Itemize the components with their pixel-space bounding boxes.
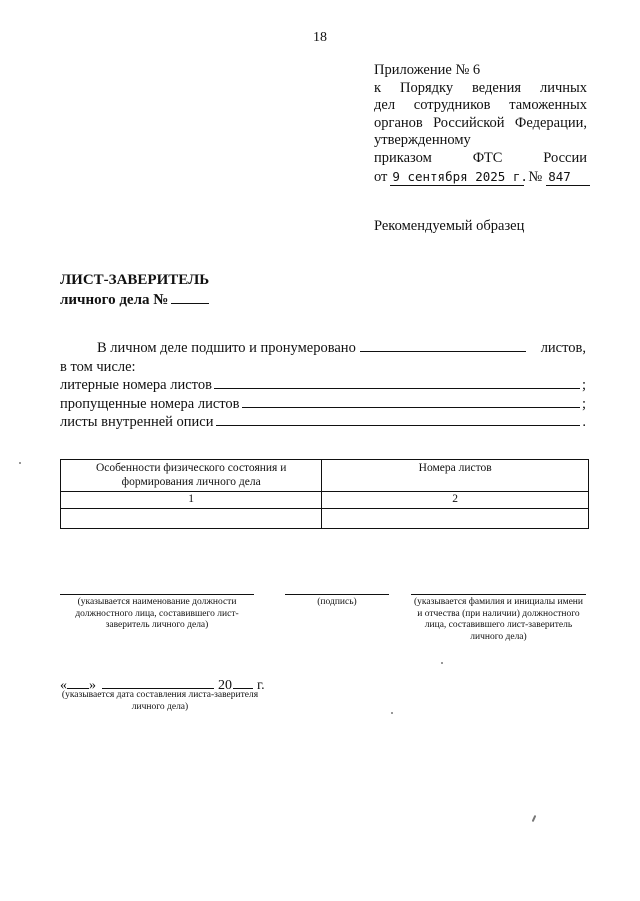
title-line-2 (60, 290, 209, 310)
order-number-label: № (528, 168, 543, 185)
sheets-count-text: В личном деле подшито и пронумеровано (97, 340, 356, 356)
position-signature-field: (указывается наименование должности должностного лица, составившего лист-заверитель личного дела) (60, 594, 254, 632)
title-line-2-text: личного дела № (60, 292, 169, 308)
header-features: Особенности физического состояния и формирования личного дела (61, 460, 322, 492)
year-suffix: г. (257, 678, 265, 693)
date-caption: (указывается дата составления листа-заверителя личного дела) (61, 690, 259, 712)
appendix-line-6: приказом ФТС России (374, 149, 587, 166)
table-cell-empty (322, 509, 589, 529)
skipped-numbers-row (60, 395, 586, 414)
appendix-line-4: органов Российской Федерации, (374, 114, 587, 131)
certification-body (60, 339, 586, 432)
inventory-sheets-blank (216, 413, 581, 426)
appendix-number: Приложение № 6 (374, 62, 481, 78)
inventory-sheets-end: . (582, 414, 586, 431)
skipped-numbers-blank (242, 395, 580, 408)
case-number-blank (171, 290, 209, 304)
including-row (60, 358, 586, 377)
table-cell-empty (61, 509, 322, 529)
scan-speck (391, 712, 393, 714)
scan-speck (441, 662, 443, 664)
date-close-quote: » (89, 678, 96, 693)
literal-numbers-blank (214, 376, 580, 389)
document-title (60, 270, 209, 310)
appendix-header (374, 62, 587, 186)
sheets-count-end: листов, (540, 340, 586, 356)
month-blank (102, 677, 214, 689)
literal-numbers-end: ; (581, 377, 586, 394)
table-row (61, 509, 589, 529)
column-number-1: 1 (61, 492, 322, 509)
year-prefix: 20 (218, 678, 232, 693)
skipped-numbers-end: ; (581, 395, 586, 412)
sample-label: Рекомендуемый образец (374, 218, 525, 234)
order-reference (374, 168, 587, 187)
column-number-2: 2 (322, 492, 589, 509)
appendix-line-5: утвержденному (374, 132, 471, 149)
scan-speck (532, 815, 537, 822)
order-date: 9 сентября 2025 г. (390, 168, 524, 187)
name-signature-field: (указывается фамилия и инициалы имени и отчества (при наличии) должностного лица, составившего лист-заверитель личного дела) (411, 594, 586, 643)
table-header-row (61, 460, 589, 492)
page-number: 18 (313, 30, 327, 45)
features-table (60, 459, 589, 529)
day-blank (67, 677, 89, 689)
sheets-count-row (60, 339, 586, 358)
order-prefix: от (374, 168, 388, 185)
literal-numbers-label: литерные номера листов (60, 377, 212, 394)
appendix-line-2: к Порядку ведения личных (374, 79, 587, 96)
inventory-sheets-label: листы внутренней описи (60, 414, 214, 431)
signature-field: (подпись) (285, 594, 389, 609)
including-text: в том числе: (60, 358, 136, 375)
skipped-numbers-label: пропущенные номера листов (60, 395, 240, 412)
date-open-quote: « (60, 678, 67, 693)
sheets-count-blank (360, 339, 526, 352)
title-line-1: ЛИСТ-ЗАВЕРИТЕЛЬ (60, 272, 210, 288)
year-blank (233, 677, 253, 689)
literal-numbers-row (60, 376, 586, 395)
header-sheet-numbers: Номера листов (322, 460, 589, 492)
inventory-sheets-row (60, 413, 586, 432)
appendix-line-3: дел сотрудников таможенных (374, 97, 587, 114)
scan-speck (19, 462, 21, 464)
table-numbering-row (61, 492, 589, 509)
order-number: 847 (546, 168, 590, 187)
